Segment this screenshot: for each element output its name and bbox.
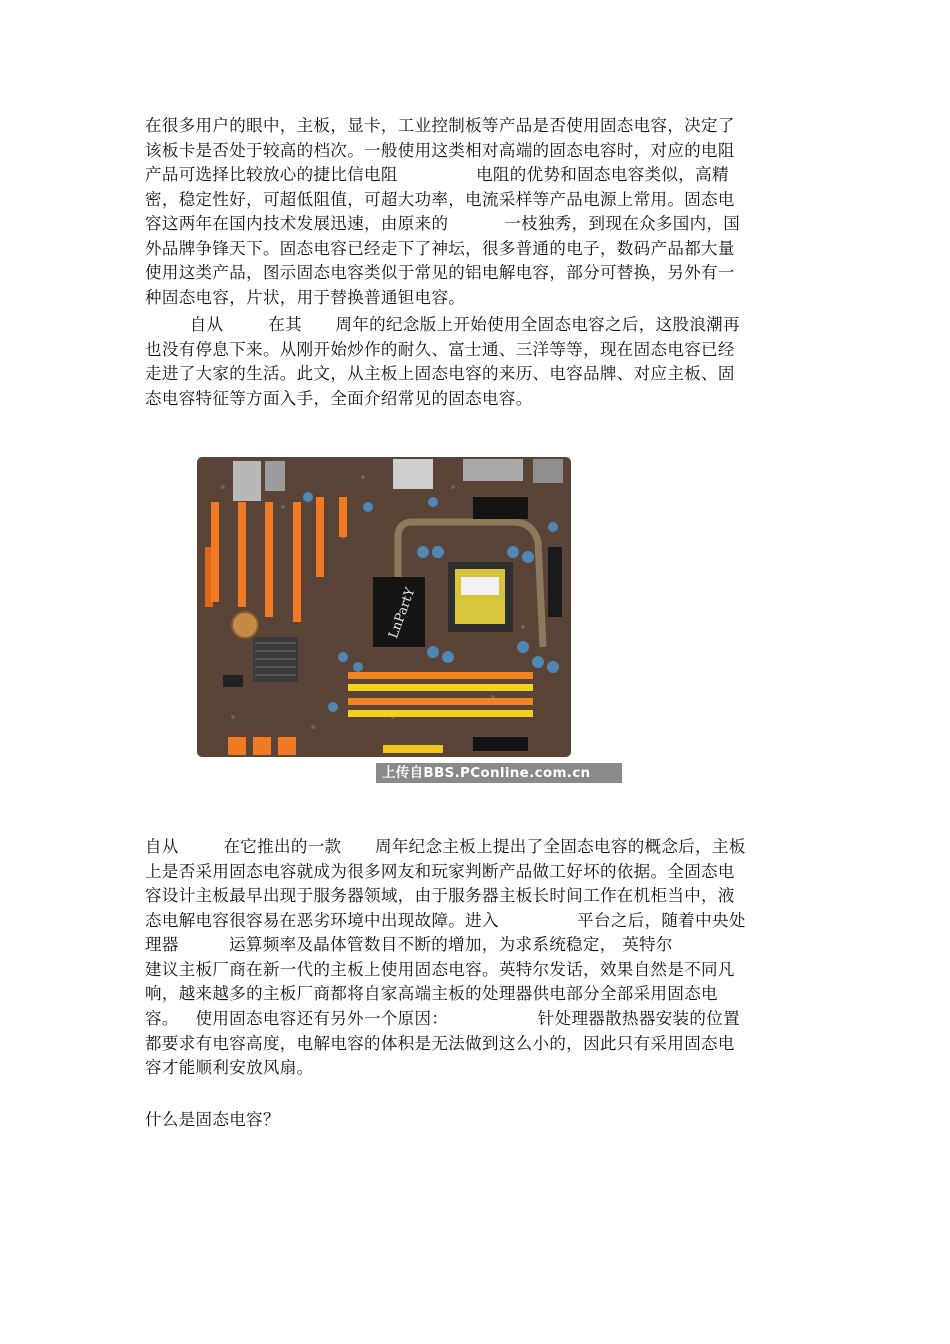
text-line: 自从 在它推出的一款 周年纪念主板上提出了全固态电容的概念后，主板 xyxy=(145,837,746,856)
text-line: 建议主板厂商在新一代的主板上使用固态电容。英特尔发话，效果自然是不同凡 xyxy=(145,960,735,979)
motherboard-figure xyxy=(193,447,623,783)
watermark-label: 上传自BBS.PConline.com.cn xyxy=(376,763,622,783)
text-line: 外品牌争锋天下。固态电容已经走下了神坛，很多普通的电子，数码产品都大量 xyxy=(145,239,735,258)
text-line: 理器 运算频率及晶体管数目不断的增加，为求系统稳定， 英特尔 xyxy=(145,935,673,954)
text-line: 种固态电容，片状，用于替换普通钽电容。 xyxy=(145,288,466,307)
text-line: 使用这类产品，图示固态电容类似于常见的铝电解电容，部分可替换，另外有一 xyxy=(145,263,735,282)
text-line: 态电容特征等方面入手，全面介绍常见的固态电容。 xyxy=(145,389,533,408)
text-line: 容这两年在国内技术发展迅速，由原来的 一枝独秀，到现在众多国内，国 xyxy=(145,214,741,233)
text-line: 产品可选择比较放心的捷比信电阻 电阻的优势和固态电容类似，高精 xyxy=(145,165,729,184)
text-line: 上是否采用固态电容就成为很多网友和玩家判断产品做工好坏的依据。全固态电 xyxy=(145,862,735,881)
text-line: 也没有停息下来。从刚开始炒作的耐久、富士通、三洋等等，现在固态电容已经 xyxy=(145,340,735,359)
text-line: 容。 使用固态电容还有另外一个原因： 针处理器散热器安装的位置 xyxy=(145,1009,740,1028)
board-logo-text: LnPartY xyxy=(386,585,419,641)
text-line: 自从 在其 周年的纪念版上开始使用全固态电容之后，这股浪潮再 xyxy=(145,315,740,334)
text-line: 在很多用户的眼中，主板，显卡，工业控制板等产品是否使用固态电容，决定了 xyxy=(145,116,735,135)
text-line: 容才能顺利安放风扇。 xyxy=(145,1058,314,1077)
text-line: 密，稳定性好，可超低阻值，可超大功率，电流采样等产品电源上常用。固态电 xyxy=(145,190,735,209)
text-line: 都要求有电容高度，电解电容的体积是无法做到这么小的，因此只有采用固态电 xyxy=(145,1034,735,1053)
section-heading: 什么是固态电容？ xyxy=(145,1110,280,1129)
text-line: 响，越来越多的主板厂商都将自家高端主板的处理器供电部分全部采用固态电 xyxy=(145,984,718,1003)
text-line: 走进了大家的生活。此文，从主板上固态电容的来历、电容品牌、对应主板、固 xyxy=(145,364,735,383)
text-line: 容设计主板最早出现于服务器领域，由于服务器主板长时间工作在机柜当中，液 xyxy=(145,886,735,905)
text-line: 该板卡是否处于较高的档次。一般使用这类相对高端的固态电容时，对应的电阻 xyxy=(145,141,735,160)
text-line: 态电解电容很容易在恶劣环境中出现故障。进入 平台之后，随着中央处 xyxy=(145,911,746,930)
motherboard-image xyxy=(193,447,578,763)
